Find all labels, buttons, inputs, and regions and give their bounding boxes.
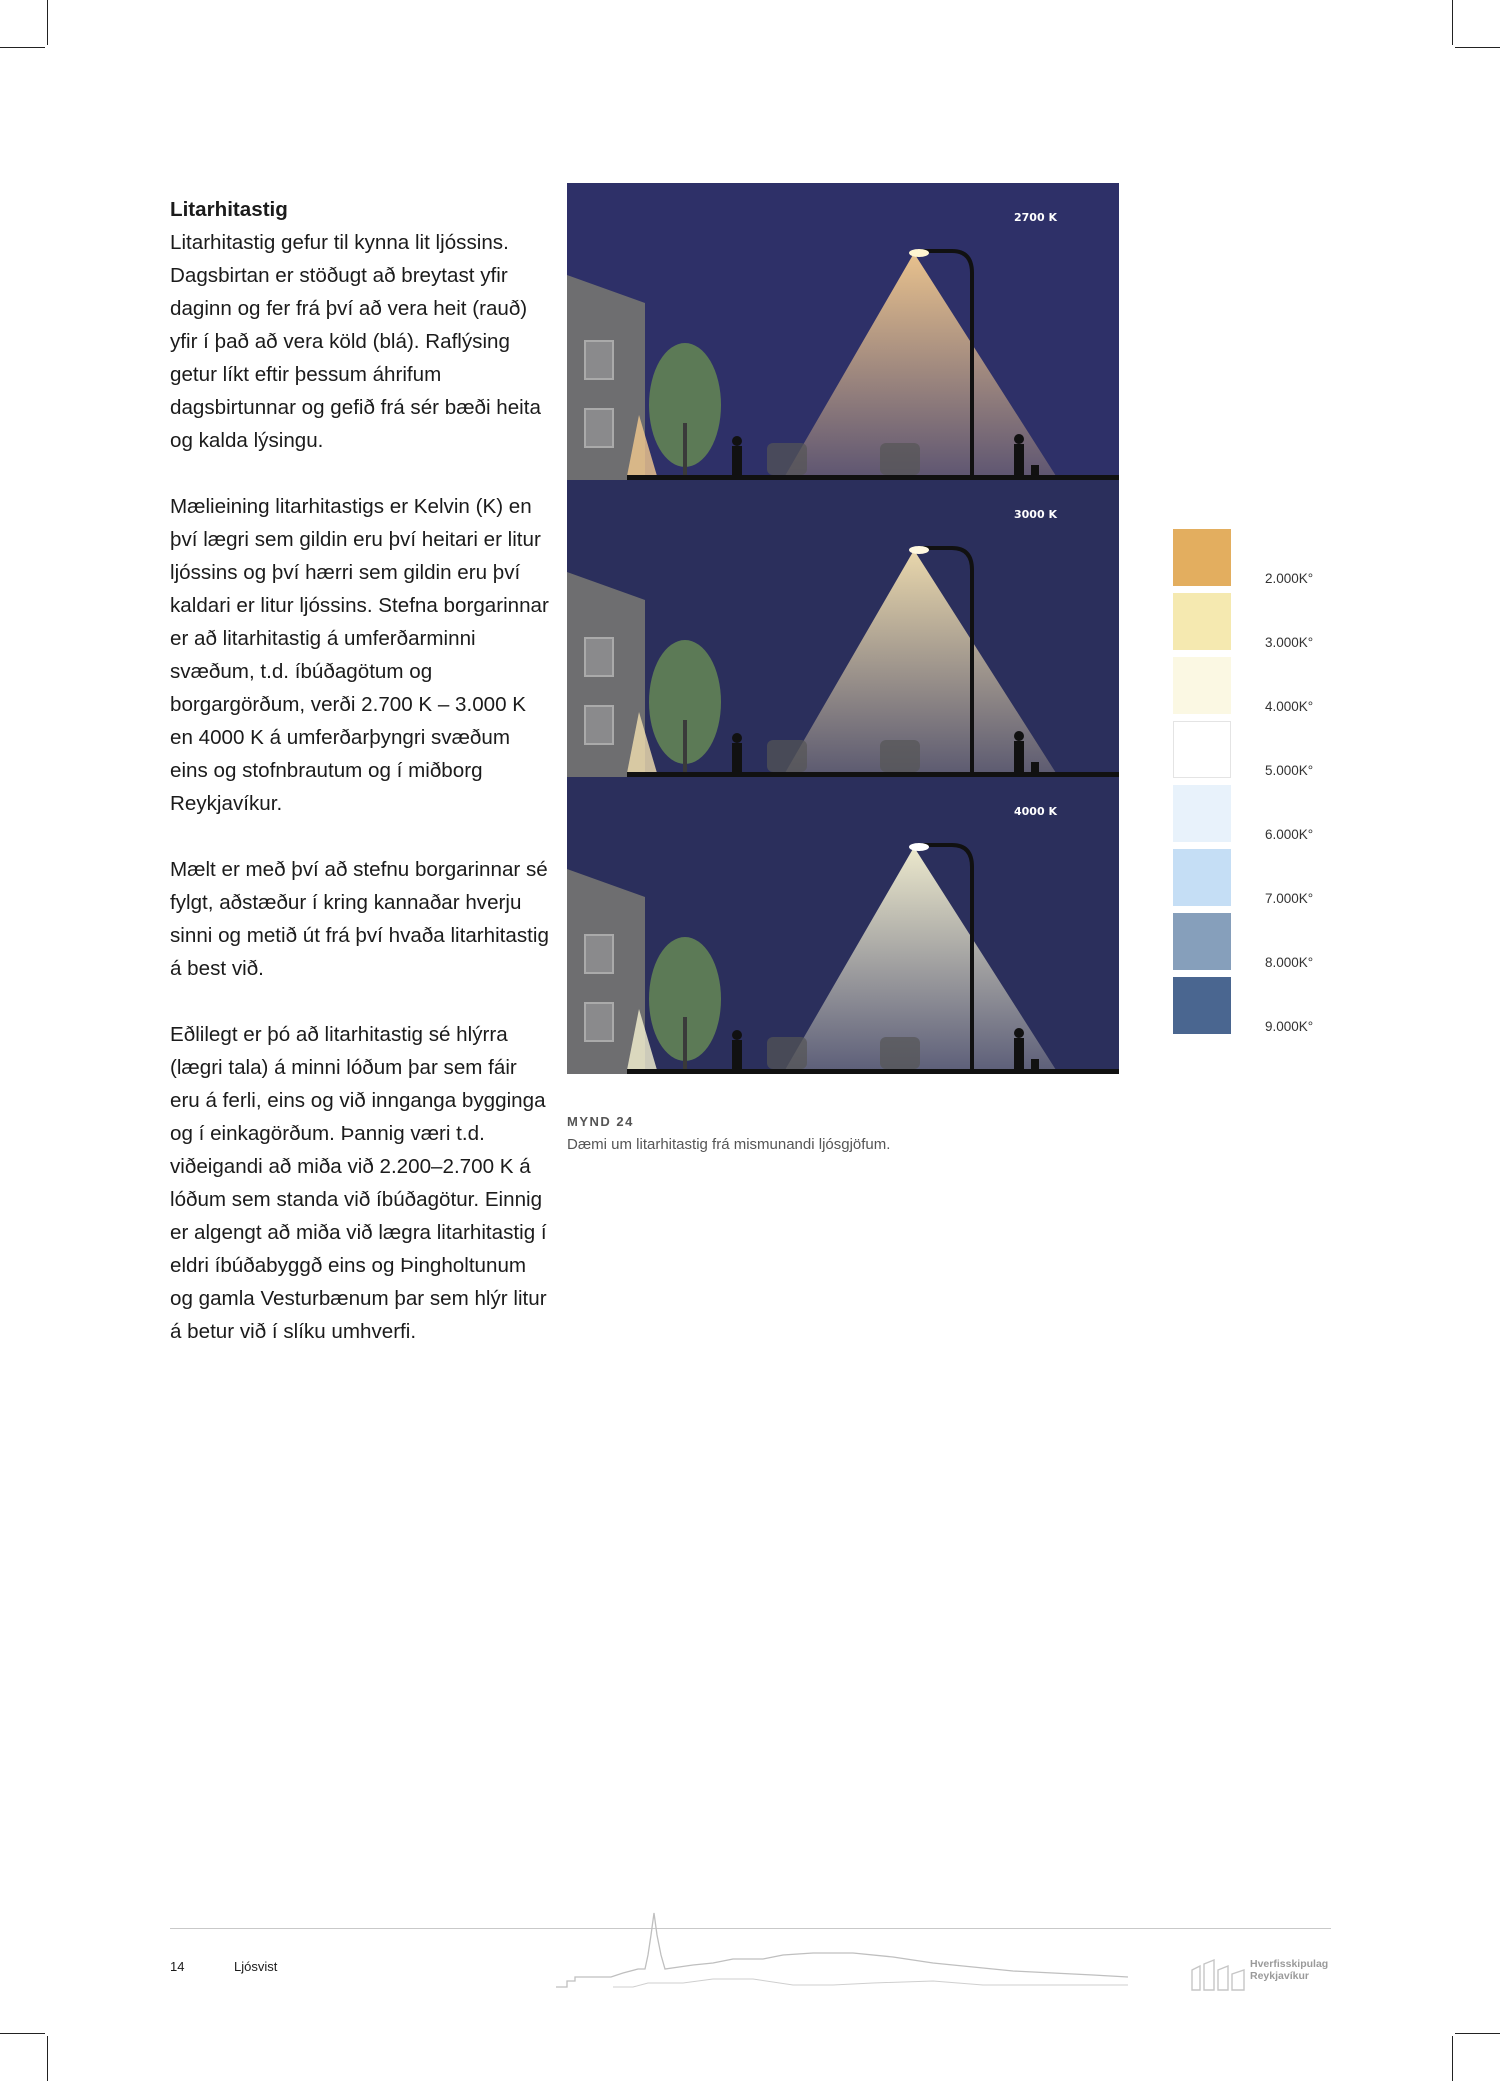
legend-label: 5.000K° <box>1265 763 1314 778</box>
crop-mark <box>47 2036 48 2081</box>
legend-label: 4.000K° <box>1265 699 1314 714</box>
car <box>767 740 807 772</box>
pedestrian <box>1014 434 1024 444</box>
window <box>585 638 613 676</box>
window <box>585 1003 613 1041</box>
window <box>585 409 613 447</box>
panel-label: 4000 K <box>1014 805 1057 818</box>
window <box>585 935 613 973</box>
crop-mark <box>1455 47 1500 48</box>
panel-label: 3000 K <box>1014 508 1057 521</box>
article-heading: Litarhitastig <box>170 198 288 221</box>
legend-swatch <box>1173 529 1231 586</box>
window <box>585 706 613 744</box>
pedestrian <box>732 733 742 743</box>
reykjavik-logo-icon <box>1188 1956 1248 1996</box>
figure-number: MYND 24 <box>567 1114 634 1129</box>
legend-swatch <box>1173 849 1231 906</box>
paragraph-intro: Litarhitastig gefur til kynna lit ljóssins. Dagsbirtan er stöðugt að breytast yfir daginn og fer frá því að vera heit (rauð) yfir í það að vera köld (blá). Raflýsing getur líkt eftir þessum áhrifum dagsbirtunnar og gefið frá sér bæði heita og kalda lýsingu. <box>170 231 541 452</box>
panel-3000k <box>567 480 1119 777</box>
org-line-1: Hverfisskipulag <box>1250 1958 1329 1970</box>
panel-label: 2700 K <box>1014 211 1057 224</box>
figure-caption: Dæmi um litarhitastig frá mismunandi ljósgjöfum. <box>567 1136 891 1153</box>
legend-swatch <box>1173 913 1231 970</box>
legend-swatch <box>1173 785 1231 842</box>
car <box>880 1037 920 1069</box>
pedestrian <box>732 1030 742 1040</box>
skyline-illustration <box>553 1905 1133 1997</box>
car <box>880 740 920 772</box>
crop-mark <box>0 47 45 48</box>
legend-swatch <box>1173 657 1231 714</box>
crop-mark <box>1452 0 1453 45</box>
crop-mark <box>1455 2033 1500 2034</box>
page-number: 14 <box>170 1959 185 1974</box>
ground <box>627 1069 1119 1074</box>
street-scene-illustration <box>567 480 1119 777</box>
paragraph-warm-light: Eðlilegt er þó að litarhitastig sé hlýrra (lægri tala) á minni lóðum þar sem fáir eru á ferli, eins og við innganga bygginga og í einkagörðum. Þannig væri t.d. viðeigandi að miða við 2.200–2.700 K á lóðum sem standa við íbúðagötur. Einnig er algengt að miða við lægra litarhitastig í eldri íbúðabyggð eins og Þingholtunum og gamla Vesturbænum þar sem hlýr litur á betur við í slíku umhverfi. <box>170 1023 547 1343</box>
legend-swatch <box>1173 977 1231 1034</box>
crop-mark <box>0 2033 45 2034</box>
window <box>585 341 613 379</box>
legend-label: 7.000K° <box>1265 891 1314 906</box>
pedestrian <box>1014 731 1024 741</box>
paragraph-policy: Mælt er með því að stefnu borgarinnar sé fylgt, aðstæður í kring kannaðar hverju sinni og metið út frá því hvaða litarhitastig á best við. <box>170 858 549 980</box>
legend-label: 9.000K° <box>1265 1019 1314 1034</box>
panel-4000k <box>567 777 1119 1074</box>
crop-mark <box>1452 2036 1453 2081</box>
legend-label: 6.000K° <box>1265 827 1314 842</box>
legend-label: 2.000K° <box>1265 571 1314 586</box>
street-scene-illustration <box>567 777 1119 1074</box>
crop-mark <box>47 0 48 45</box>
color-temperature-figure <box>567 183 1119 1073</box>
car <box>880 443 920 475</box>
legend-label: 8.000K° <box>1265 955 1314 970</box>
car <box>767 443 807 475</box>
org-name <box>1250 1958 1328 1982</box>
legend-swatch <box>1173 593 1231 650</box>
pedestrian <box>1014 1028 1024 1038</box>
pedestrian <box>732 436 742 446</box>
section-name: Ljósvist <box>234 1959 278 1974</box>
article-text <box>170 193 550 1381</box>
org-line-2: Reykjavíkur <box>1250 1970 1309 1982</box>
paragraph-kelvin: Mælieining litarhitastigs er Kelvin (K) en því lægri sem gildin eru því heitari er litur ljóssins og því hærri sem gildin eru því kaldari er litur ljóssins. Stefna borgarinnar er að litarhitastig á umferðarminni svæðum, t.d. íbúðagötum og borgargörðum, verði 2.700 K – 3.000 K en 4000 K á umferðarþyngri svæðum eins og stofnbrautum og í miðborg Reykjavíkur. <box>170 495 549 815</box>
legend-label: 3.000K° <box>1265 635 1314 650</box>
street-scene-illustration <box>567 183 1119 480</box>
panel-2700k <box>567 183 1119 480</box>
car <box>767 1037 807 1069</box>
legend-swatch <box>1173 721 1231 778</box>
